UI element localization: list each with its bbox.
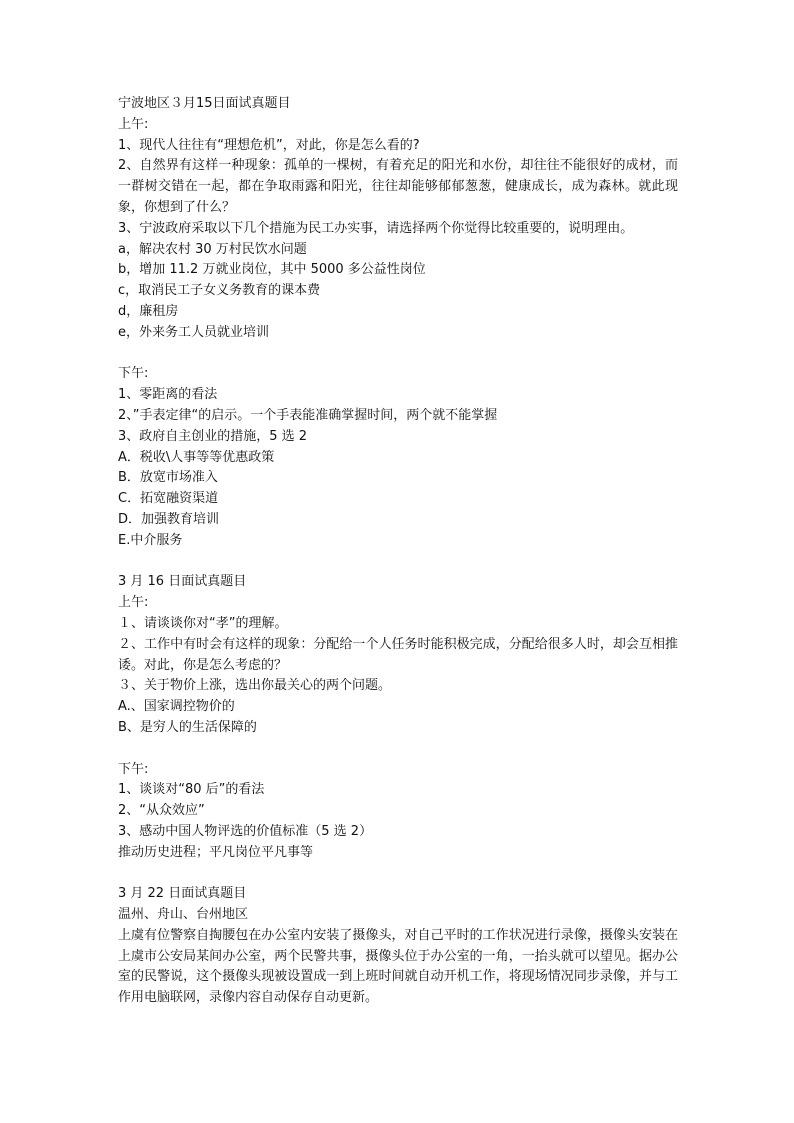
spacer bbox=[118, 863, 678, 884]
section-title-0322: 3 月 22 日面试真题目 bbox=[118, 886, 247, 902]
question-2: 2、自然界有这样一种现象：孤单的一棵树，有着充足的阳光和水份，却往往不能很好的成材，而一群树交错在一起，都在争取雨露和阳光，往往却能够郁郁葱葱，健康成长，成为森林。就此现象，你想到了什么？ bbox=[118, 158, 678, 215]
question-1: 1、现代人往往有“理想危机”，对此，你是怎么看的? bbox=[118, 137, 420, 153]
option-b: B、是穷人的生活保障的 bbox=[118, 719, 257, 735]
question-2: 2、“从众效应” bbox=[118, 803, 205, 819]
document-page bbox=[118, 94, 678, 1009]
option-d: d，廉租房 bbox=[118, 303, 179, 319]
body-paragraph: 上虞有位警察自掏腰包在办公室内安装了摄像头，对自己平时的工作状况进行录像，摄像头安装在上虞市公安局某间办公室，两个民警共事，摄像头位于办公室的一角，一抬头就可以望见。据办公室的民警说，这个摄像头现被设置成一到上班时间就自动开机工作，将现场情况同步录像，并与工作用电脑联网，录像内容自动保存自动更新。 bbox=[118, 927, 678, 1006]
spacer bbox=[118, 552, 678, 573]
spacer bbox=[118, 739, 678, 760]
option-e: e，外来务工人员就业培训 bbox=[118, 324, 269, 340]
afternoon-label: 下午: bbox=[118, 366, 149, 382]
section-title-ningbo-0315: 宁波地区３月15日面试真题目 bbox=[118, 96, 291, 111]
question-1: 1、谈谈对“80 后”的看法 bbox=[118, 782, 265, 798]
option-b: B．放宽市场准入 bbox=[118, 470, 218, 486]
morning-label: 上午: bbox=[118, 595, 149, 611]
question-3: 3、宁波政府采取以下几个措施为民工办实事，请选择两个你觉得比较重要的，说明理由。 bbox=[118, 220, 634, 236]
option-c: c，取消民工子女义务教育的课本费 bbox=[118, 283, 321, 299]
question-1: １、请谈谈你对“孝”的理解。 bbox=[118, 615, 288, 631]
option-e: E.中介服务 bbox=[118, 532, 183, 548]
option-c: C．拓宽融资渠道 bbox=[118, 491, 219, 507]
option-d: D．加强教育培训 bbox=[118, 511, 220, 527]
question-2: 2、”手表定律“的启示。一个手表能准确掌握时间，两个就不能掌握 bbox=[118, 407, 498, 423]
option-a: a，解决农村 30 万村民饮水问题 bbox=[118, 241, 307, 257]
option-a: A．税收\人事等等优惠政策 bbox=[118, 449, 275, 465]
option-b: b，增加 11.2 万就业岗位，其中 5000 多公益性岗位 bbox=[118, 262, 426, 278]
question-3-note: 推动历史进程；平凡岗位平凡事等 bbox=[118, 844, 314, 860]
afternoon-label: 下午: bbox=[118, 761, 149, 777]
region-label: 温州、舟山、台州地区 bbox=[118, 907, 249, 923]
question-1: 1、零距离的看法 bbox=[118, 387, 218, 403]
question-3: ３、关于物价上涨，选出你最关心的两个问题。 bbox=[118, 678, 392, 694]
morning-label: 上午: bbox=[118, 116, 149, 132]
question-2: ２、工作中有时会有这样的现象：分配给一个人任务时能积极完成，分配给很多人时，却会互相推诿。对此，你是怎么考虑的？ bbox=[118, 636, 678, 673]
spacer bbox=[118, 344, 678, 365]
question-3: 3、感动中国人物评选的价值标准（5 选 2） bbox=[118, 823, 373, 839]
section-title-0316: 3 月 16 日面试真题目 bbox=[118, 574, 247, 590]
option-a: A.、国家调控物价的 bbox=[118, 699, 235, 715]
question-3: 3、政府自主创业的措施，5 选 2 bbox=[118, 428, 308, 444]
